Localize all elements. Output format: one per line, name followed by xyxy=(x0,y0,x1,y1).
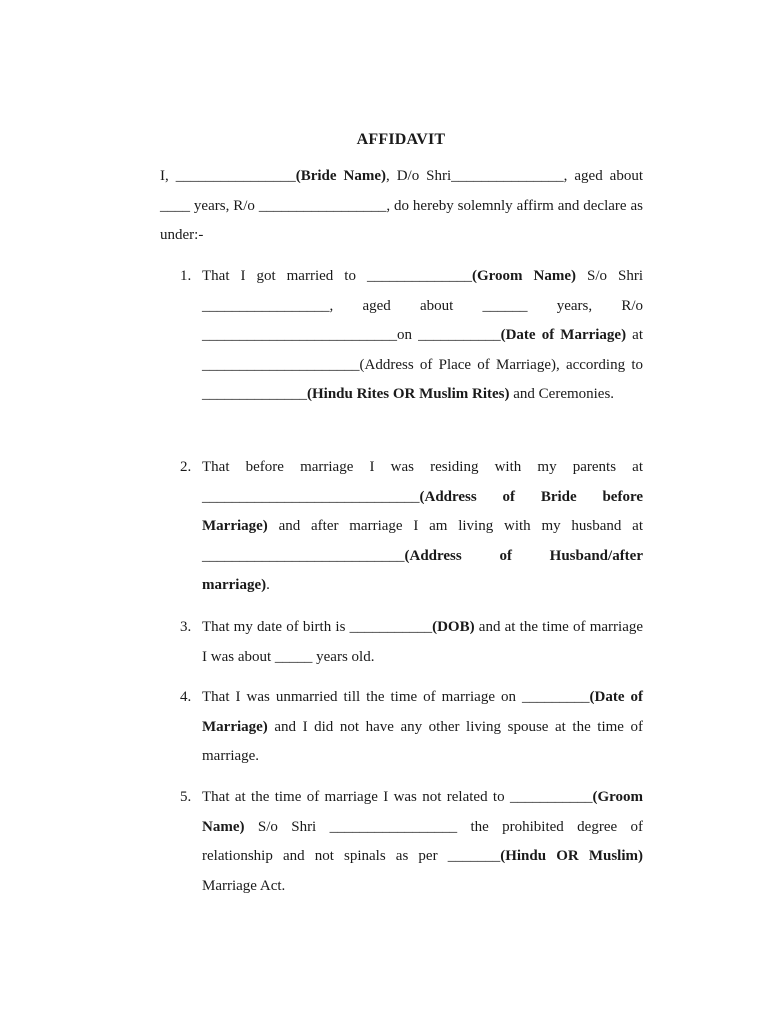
clause-text-part: and at the time of marriage I was about _____ years old. xyxy=(202,619,644,665)
clause-text xyxy=(202,262,643,410)
groom-name-field: (Groom Name) xyxy=(471,268,576,284)
clause-3 xyxy=(160,613,643,672)
clause-text-part: and Ceremonies. xyxy=(509,386,615,402)
clause-5 xyxy=(160,783,643,901)
groom-name-field: (Groom Name) xyxy=(202,789,643,835)
bride-address-field: (Address of Bride before Marriage) xyxy=(202,488,643,534)
clause-number: 2. xyxy=(180,459,192,475)
intro-text: , D/o Shri_______________, aged about ____ years, R/o _________________, do hereby solemnly affirm and declare as under:- xyxy=(160,168,643,243)
intro-text: I, ________________ xyxy=(160,168,296,184)
clause-text-part: That before marriage I was residing with my parents at _____________________________ xyxy=(202,459,643,505)
clause-text-part: . xyxy=(266,577,270,593)
date-of-marriage-field: (Date of Marriage) xyxy=(500,327,627,343)
clause-text-part: Marriage Act. xyxy=(202,877,286,894)
clause-4 xyxy=(160,683,643,772)
clause-number: 5. xyxy=(180,789,192,805)
clause-text-part: That at the time of marriage I was not related to ___________ xyxy=(202,789,593,805)
clause-text-part: and after marriage I am living with my husband at ___________________________ xyxy=(202,518,643,564)
clause-1 xyxy=(160,262,643,410)
intro-paragraph xyxy=(160,162,643,251)
clause-text xyxy=(202,453,643,601)
rites-field: (Hindu Rites OR Muslim Rites) xyxy=(307,386,510,402)
clause-text-part: That my date of birth is ___________ xyxy=(202,619,433,635)
clause-text-part: S/o Shri _________________, aged about ______ years, R/o __________________________on ___________ xyxy=(202,268,643,343)
clause-number: 4. xyxy=(180,689,192,705)
clause-text-part: and I did not have any other living spouse at the time of marriage. xyxy=(202,718,643,764)
document-title: AFFIDAVIT xyxy=(356,131,446,148)
bride-name-field: (Bride Name) xyxy=(295,168,386,184)
clause-text xyxy=(202,783,643,901)
clause-number: 3. xyxy=(180,619,192,635)
clause-text xyxy=(202,683,643,772)
husband-address-field: (Address of Husband/after marriage) xyxy=(202,547,643,593)
clause-text-part: That I was unmarried till the time of marriage on _________ xyxy=(202,689,590,705)
clause-text xyxy=(202,613,643,672)
clause-2 xyxy=(160,453,643,601)
dob-field: (DOB) xyxy=(432,619,475,635)
religion-act-field: (Hindu OR Muslim) xyxy=(500,848,643,864)
clause-text-part: at _____________________(Address of Place of Marriage), according to ______________ xyxy=(202,327,644,402)
date-of-marriage-field: (Date of Marriage) xyxy=(202,689,643,735)
clause-text-part: S/o Shri _________________ the prohibited degree of relationship and not spinals as per _______ xyxy=(202,818,643,864)
clause-number: 1. xyxy=(180,268,192,284)
clause-text-part: That I got married to ______________ xyxy=(202,268,472,284)
